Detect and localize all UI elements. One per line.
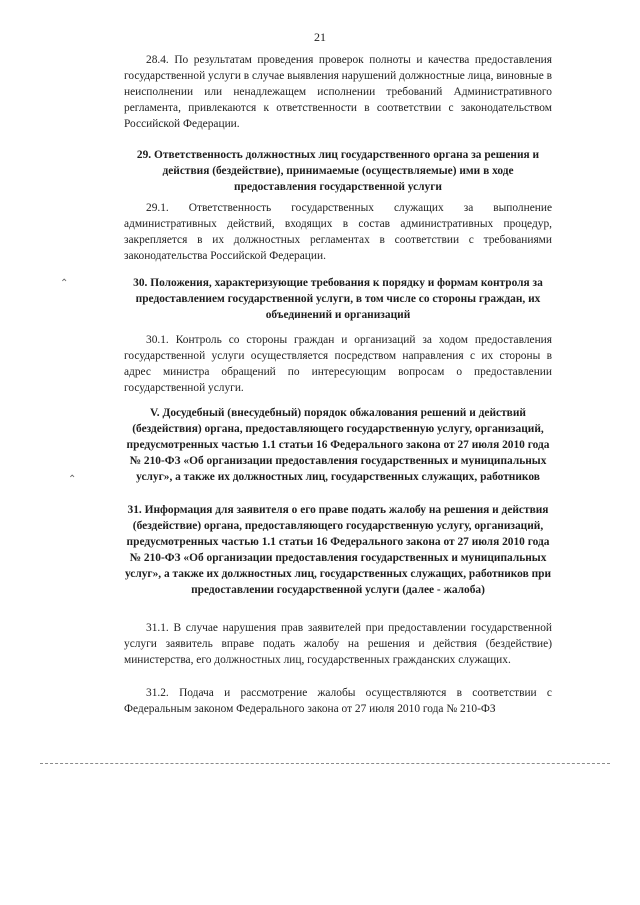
heading-29-text: 29. Ответственность должностных лиц государственного органа за решения и действия (бездействие), принимаемые (осуществляемые) ими в ходе предоставления государственной услуги	[136, 149, 540, 193]
paragraph-30-1	[124, 332, 552, 396]
paragraph-30-1-text: 30.1. Контроль со стороны граждан и организаций за ходом предоставления государственной услуги осуществляется посредством направления с их стороны в адрес министра обращений по интересующим вопросам о предоставлении государственной услуги.	[124, 334, 552, 394]
section-v-heading-text: V. Досудебный (внесудебный) порядок обжалования решений и действий (бездействия) органа, предоставляющего государственную услугу, организаций, предусмотренных частью 1.1 статьи 16 Федерального закона от 27 июля 2010 года № 210-ФЗ «Об организации предоставления государственных и муниципальных услуг», а также их должностных лиц, государственных служащих, работников	[126, 407, 550, 483]
paragraph-29-1	[124, 200, 552, 264]
heading-29	[124, 147, 552, 195]
scan-mark-upper: ⌃	[60, 278, 69, 289]
heading-31-text: 31. Информация для заявителя о его праве подать жалобу на решения и действия (бездействие) органа, предоставляющего государственную услугу, организаций, предусмотренных частью 1.1 статьи 16 Федерального закона от 27 июля 2010 года № 210-ФЗ «Об организации предоставления государственных и муниципальных услуг», а также их должностных лиц, государственных служащих, работников при предоставлении государственной услуги (далее - жалоба)	[124, 504, 552, 596]
heading-30-text: 30. Положения, характеризующие требования к порядку и формам контроля за предоставлением государственной услуги, в том числе со стороны граждан, их объединений и организаций	[133, 277, 543, 321]
paragraph-31-1	[124, 620, 552, 668]
heading-30	[124, 275, 552, 323]
heading-31	[124, 502, 552, 598]
scan-mark-lower: ⌃	[68, 474, 77, 485]
page-number: 21	[314, 30, 326, 44]
paragraph-28-4-text: 28.4. По результатам проведения проверок полноты и качества предоставления государственной услуги в случае выявления нарушений должностные лица, виновные в неисполнении или ненадлежащем исполнении требований Административного регламента, привлекаются к ответственности в соответствии с законодательством Российской Федерации.	[124, 54, 552, 130]
scan-bottom-line	[40, 763, 610, 764]
paragraph-31-2	[124, 685, 552, 717]
paragraph-29-1-text: 29.1. Ответственность государственных служащих за выполнение административных действий, входящих в состав административных процедур, закрепляется в их должностных регламентах в соответствии с требованиями законодательства Российской Федерации.	[124, 202, 552, 262]
paragraph-31-1-text: 31.1. В случае нарушения прав заявителей при предоставлении государственной услуги заявитель вправе подать жалобу на решения и действия (бездействие) министерства, его должностных лиц, государственных гражданских служащих.	[124, 622, 552, 666]
section-v-heading	[124, 405, 552, 485]
paragraph-31-2-text: 31.2. Подача и рассмотрение жалобы осуществляются в соответствии с Федеральным законом Федерального закона от 27 июля 2010 года № 210-ФЗ	[124, 687, 552, 715]
paragraph-28-4	[124, 52, 552, 132]
